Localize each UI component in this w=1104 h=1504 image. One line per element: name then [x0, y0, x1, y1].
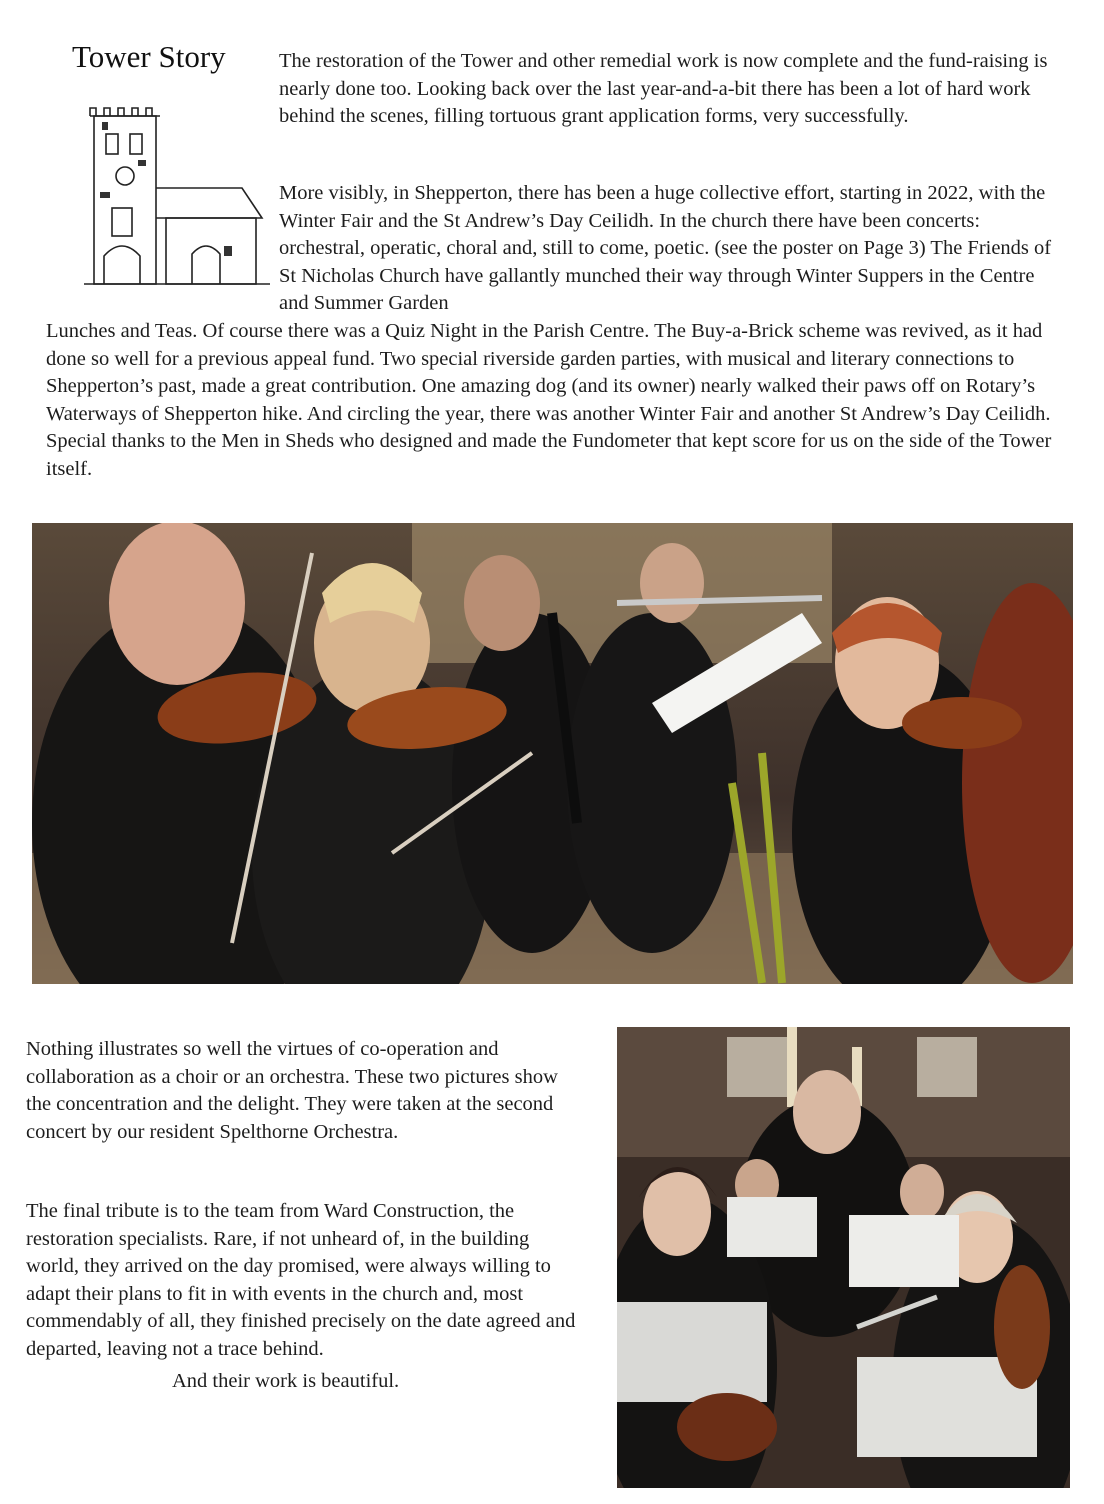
choir-photo	[617, 1027, 1070, 1488]
intro-paragraph: The restoration of the Tower and other remedial work is now complete and the fund-raising is nearly done too. Looking back over the last year-and-a-bit there has been a lot of hard work behind the scenes, filling tortuous grant application forms, very successfully.	[279, 50, 1048, 127]
church-tower-sketch	[74, 96, 274, 296]
closing-line: And their work is beautiful.	[172, 1370, 400, 1392]
cooperation-paragraph: Nothing illustrates so well the virtues of co-operation and collaboration as a choir or an orchestra. These two pictures show the concentration and the delight. They were taken at the second concert by our resident Spelthorne Orchestra.	[26, 1038, 558, 1143]
events-paragraph-top: More visibly, in Shepperton, there has been a huge collective effort, starting in 2022, with the Winter Fair and the St Andrew’s Day Ceilidh. In the church there have been concerts: orchestral, operatic, choral and, still to come, poetic. (see the poster on Page 3) The Friends of St Nicholas Church have gallantly munched their way through Winter Suppers in the Centre and Summer Garden	[279, 182, 1052, 314]
events-paragraph-bottom: Lunches and Teas. Of course there was a Quiz Night in the Parish Centre. The Buy-a-Brick scheme was revived, as it had done so well for a previous appeal fund. Two special riverside garden parties, with musical and literary connections to Shepperton’s past, made a great contribution. One amazing dog (and its owner) nearly walked their paws off on Rotary’s Waterways of Shepperton hike. And circling the year, there was another Winter Fair and another St Andrew’s Day Ceilidh. Special thanks to the Men in Sheds who designed and made the Fundometer that kept score for us on the side of the Tower itself.	[46, 320, 1052, 480]
page-title: Tower Story	[72, 39, 226, 74]
orchestra-photo	[32, 523, 1073, 984]
tribute-paragraph: The final tribute is to the team from Ward Construction, the restoration specialists. Rare, if not unheard of, in the building world, they arrived on the day promised, were always willing to adapt their plans to fit in with events in the church and, most commendably of all, they finished precisely on the date agreed and departed, leaving not a trace behind.	[26, 1200, 576, 1360]
